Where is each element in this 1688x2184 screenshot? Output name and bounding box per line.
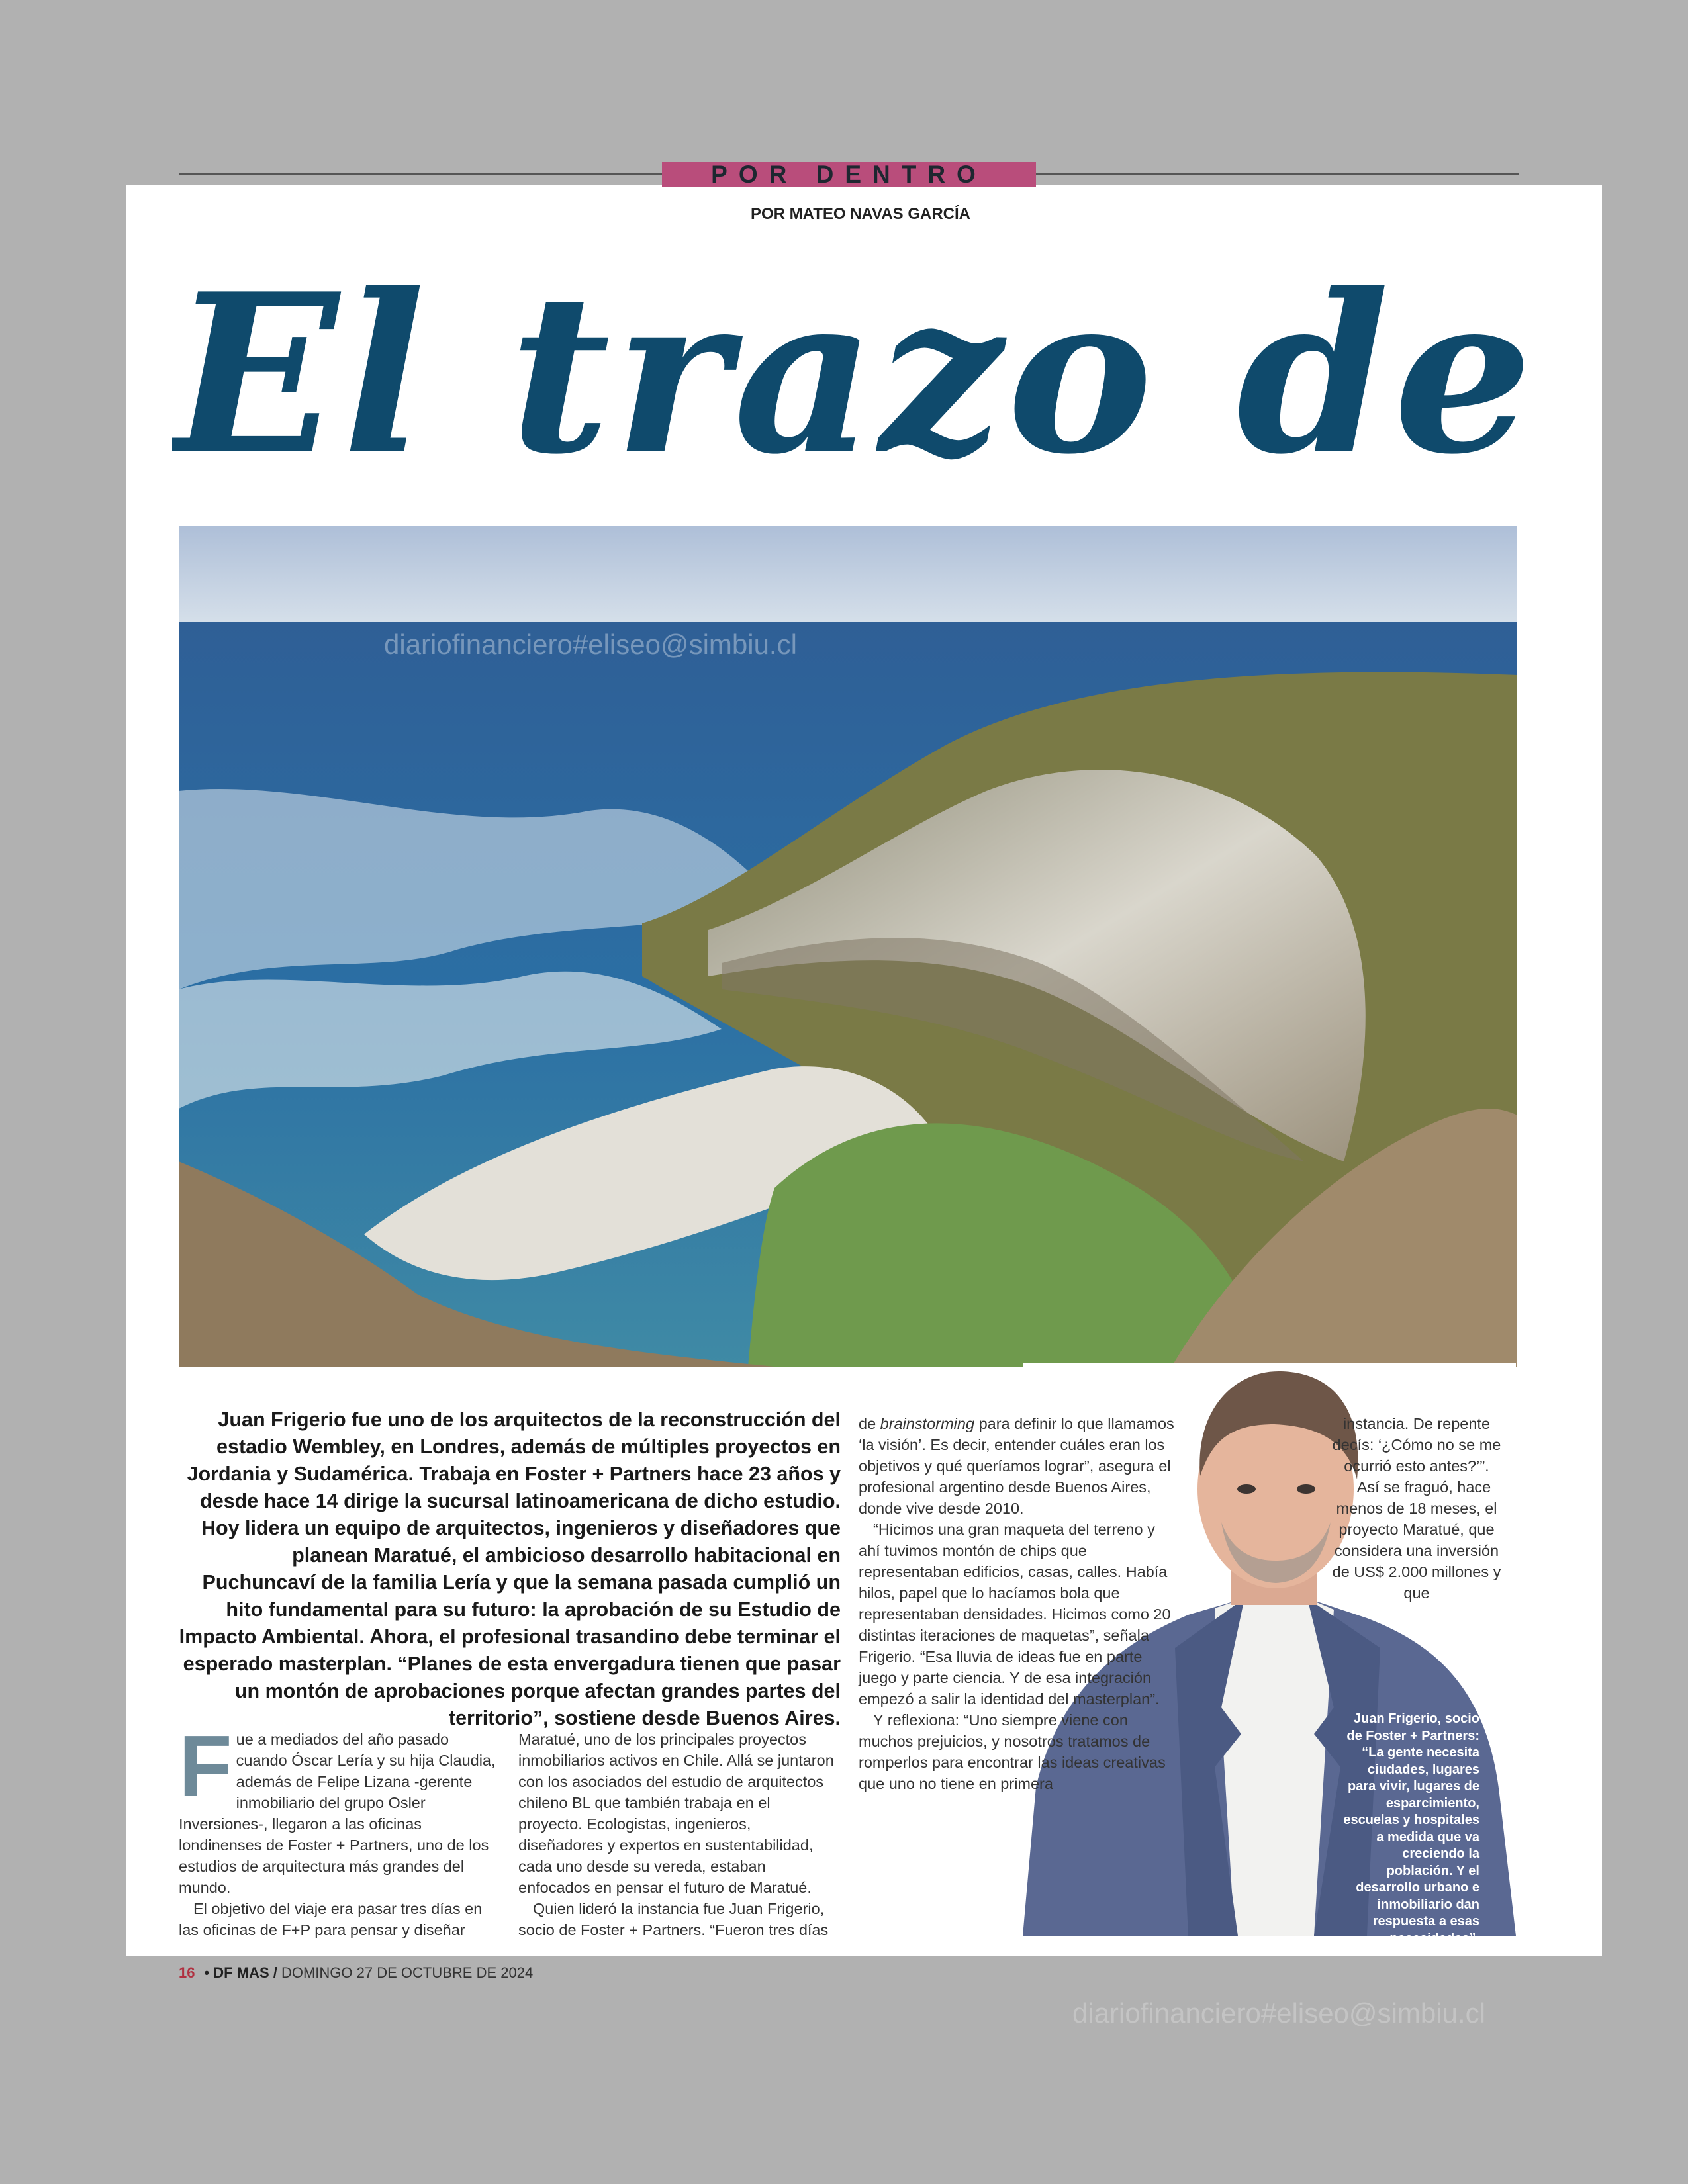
paragraph: instancia. De repente decís: ‘¿Cómo no se me ocurrió esto antes?’”. bbox=[1332, 1415, 1501, 1475]
issue-date: DOMINGO 27 DE OCTUBRE DE 2024 bbox=[281, 1964, 534, 1981]
article-column-3 bbox=[859, 1413, 1176, 1794]
paragraph: Así se fraguó, hace menos de 18 meses, el proyecto Maratué, que considera una inversión de US$ 2.000 millones y que bbox=[1332, 1479, 1501, 1602]
coastal-cliff-photo bbox=[179, 526, 1517, 1367]
paragraph: El objetivo del viaje era pasar tres días en las oficinas de F+P para pensar y diseñar bbox=[179, 1900, 483, 1938]
publication-name: • DF MAS / bbox=[204, 1964, 277, 1981]
photo-watermark: diariofinanciero#eliseo@simbiu.cl bbox=[384, 629, 797, 660]
section-banner: POR DENTRO bbox=[662, 162, 1036, 187]
text-run: de bbox=[859, 1415, 880, 1432]
lede-paragraph: Juan Frigerio fue uno de los arquitectos de la reconstrucción del estadio Wembley, en Londres, además de múltiples proyectos en Jordania y Sudamérica. Trabaja en Foster + Partners hace 23 años y desde hace 14 dirige la sucursal latinoamericana de dicho estudio. Hoy lidera un equipo de arquitectos, ingenieros y diseñadores que planean Maratué, el ambicioso desarrollo habitacional en Puchuncaví de la familia Lería y que la semana pasada cumplió un hito fundamental para su futuro: la aprobación de su Estudio de Impacto Ambiental. Ahora, el profesional trasandino debe terminar el esperado masterplan. “Planes de esta envergadura tienen que pasar un montón de aprobaciones porque afectan grandes partes del territorio”, sostiene desde Buenos Aires. bbox=[179, 1408, 841, 1729]
page-footer bbox=[179, 1964, 533, 1981]
paragraph: Y reflexiona: “Uno siempre viene con muchos prejuicios, y nosotros tratamos de romperlos para encontrar las ideas creativas que uno no tiene en primera bbox=[859, 1711, 1166, 1792]
byline: POR MATEO NAVAS GARCÍA bbox=[750, 205, 970, 223]
text-run: para definir lo que llamamos ‘la visión’. Es decir, entender cuáles eran los objetivos y qué queríamos lograr”, asegura el profesional argentino desde Buenos Aires, donde vive desde 2010. bbox=[859, 1415, 1174, 1517]
page-number: 16 bbox=[179, 1964, 195, 1981]
article-column-4 bbox=[1324, 1413, 1509, 1604]
emphasis: brainstorming bbox=[880, 1415, 975, 1432]
drop-cap: F bbox=[179, 1717, 232, 1815]
article-column-1 bbox=[179, 1717, 496, 1940]
photo-caption: Juan Frigerio, socio de Foster + Partners: “La gente necesita ciudades, lugares para vivir, lugares de esparcimiento, escuelas y hospitales a medida que va creciendo la población. Y el desarrollo urbano e inmobiliario dan respuesta a esas necesidades”. bbox=[1343, 1711, 1479, 1946]
paragraph: “Hicimos una gran maqueta del terreno y ahí tuvimos montón de chips que representaban edificios, casas, calles. Había hilos, papel que lo hacíamos bola que representaban densidades. Hicimos como 20 distintas iteraciones de maquetas”, señala Frigerio. “Esa lluvia de ideas fue en parte juego y parte ciencia. Y de esa integración empezó a salir la identidad del masterplan”. bbox=[859, 1521, 1171, 1707]
article-column-2 bbox=[518, 1729, 836, 1940]
paragraph: Maratué, uno de los principales proyectos inmobiliarios activos en Chile. Allá se juntaron con los asociados del estudio de arquitectos chileno BL que también trabaja en el proyecto. Ecologistas, ingenieros, diseñadores y expertos en sustentabilidad, cada uno desde su vereda, estaban enfocados en pensar el futuro de Maratué. bbox=[518, 1731, 834, 1896]
paragraph: ue a mediados del año pasado cuando Óscar Lería y su hija Claudia, además de Felipe Lizana -gerente inmobiliario del grupo Osler Inversiones-, llegaron a las oficinas londinenses de Foster + Partners, uno de los estudios de arquitectura más grandes del mundo. bbox=[179, 1731, 496, 1896]
bottom-watermark: diariofinanciero#eliseo@simbiu.cl bbox=[1072, 1997, 1485, 2028]
headline: El trazo de bbox=[172, 246, 1536, 502]
paragraph: Quien lideró la instancia fue Juan Frigerio, socio de Foster + Partners. “Fueron tres días bbox=[518, 1900, 829, 1938]
